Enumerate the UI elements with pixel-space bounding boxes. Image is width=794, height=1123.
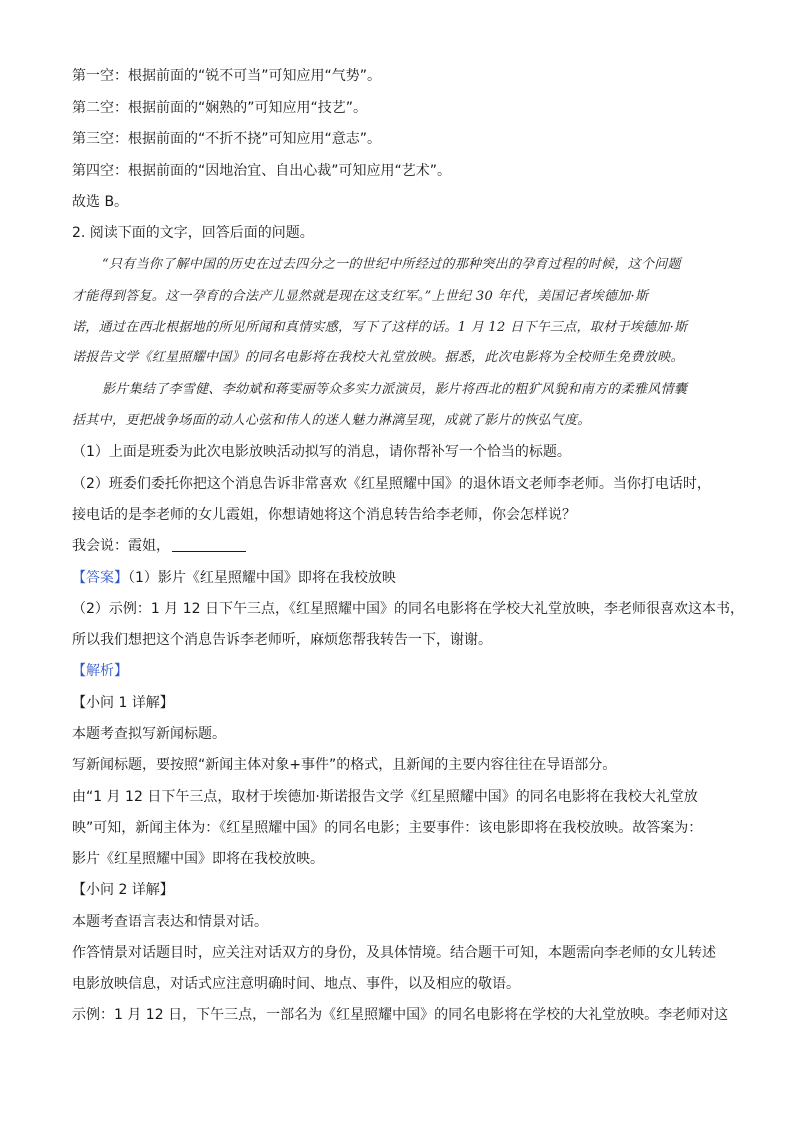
passage-line: “只有当你了解中国的历史在过去四分之一的世纪中所经过的那种突出的孕育过程的时候，这个问题 [102, 257, 681, 272]
sub-question-2-line: 接电话的是李老师的女儿霞姐，你想请她将这个消息转告给李老师，你会怎样说？ [72, 507, 576, 523]
passage-line: 诺，通过在西北根据地的所见所闻和真情实感，写下了这样的话。1 月 12 日下午三点，取材于埃德加·斯 [72, 320, 688, 335]
analysis-text: 本题考查语言表达和情景对话。 [72, 914, 268, 930]
analysis-text: 电影放映信息，对话式应注意明确时间、地点、事件，以及相应的敬语。 [72, 976, 520, 992]
passage-line: 诺报告文学《红星照耀中国》的同名电影将在我校大礼堂放映。据悉，此次电影将为全校师生免费放映。 [72, 350, 684, 365]
sub-question-2-heading: 【小问 2 详解】 [72, 882, 174, 898]
analysis-text: 影片《红星照耀中国》即将在我校放映。 [72, 851, 324, 867]
passage-line: 影片集结了李雪健、李幼斌和蒋雯丽等众多实力派演员，影片将西北的粗犷风貌和南方的柔雅风情囊 [102, 382, 688, 397]
analysis-text: 由“1 月 12 日下午三点，取材于埃德加·斯诺报告文学《红星照耀中国》的同名电影将在我校大礼堂放 [72, 789, 698, 805]
question-2-heading: 2. 阅读下面的文字，回答后面的问题。 [72, 225, 314, 241]
sub-question-1: （1）上面是班委为此次电影放映活动拟写的消息，请你帮补写一个恰当的标题。 [72, 444, 571, 460]
sub-question-1-heading: 【小问 1 详解】 [72, 695, 174, 711]
answer-blank [172, 537, 246, 552]
analysis-text: 示例：1 月 12 日，下午三点，一部名为《红星照耀中国》的同名电影将在学校的大礼堂放映。李老师对这 [72, 1007, 729, 1023]
answer-example-line: 所以我们想把这个消息告诉李老师听，麻烦您帮我转告一下，谢谢。 [72, 632, 492, 648]
analysis-text: 本题考查拟写新闻标题。 [72, 726, 226, 742]
answer-line [72, 568, 396, 588]
answer-conclusion: 故选 B。 [72, 194, 129, 210]
answer-text: （1）影片《红星照耀中国》即将在我校放映 [128, 570, 396, 586]
passage-line: 才能得到答复。这一孕育的合法产儿显然就是现在这支红军。”上世纪 30 年代，美国记者埃德加·斯 [72, 289, 649, 304]
answer-line-1: 第一空：根据前面的“锐不可当”可知应用“气势”。 [72, 68, 382, 84]
answer-line-2: 第二空：根据前面的“娴熟的”可知应用“技艺”。 [72, 100, 368, 116]
answer-line-4: 第四空：根据前面的“因地治宜、自出心裁”可知应用“艺术”。 [72, 163, 452, 179]
answer-prompt-text: 我会说：霞姐， [72, 538, 170, 554]
analysis-tag: 【解析】 [72, 663, 128, 679]
analysis-text: 作答情景对话题目时，应关注对话双方的身份，及具体情境。结合题干可知，本题需向李老师的女儿转述 [72, 945, 716, 961]
answer-tag: 【答案】 [72, 570, 128, 586]
sub-question-2-line: （2）班委们委托你把这个消息告诉非常喜欢《红星照耀中国》的退休语文老师李老师。当你打电话时， [72, 476, 711, 492]
answer-example-line: （2）示例：1 月 12 日下午三点，《红星照耀中国》的同名电影将在学校大礼堂放映，李老师很喜欢这本书， [72, 601, 744, 617]
answer-prompt [72, 536, 246, 556]
analysis-text: 写新闻标题，要按照“新闻主体对象+事件”的格式，且新闻的主要内容往往在导语部分。 [72, 757, 617, 773]
passage-line: 括其中，更把战争场面的动人心弦和伟人的迷人魅力淋漓呈现，成就了影片的恢弘气度。 [72, 413, 591, 428]
analysis-text: 映”可知，新闻主体为：《红星照耀中国》的同名电影；主要事件：该电影即将在我校放映。故答案为： [72, 820, 703, 836]
answer-line-3: 第三空：根据前面的“不折不挠”可知应用“意志”。 [72, 131, 382, 147]
